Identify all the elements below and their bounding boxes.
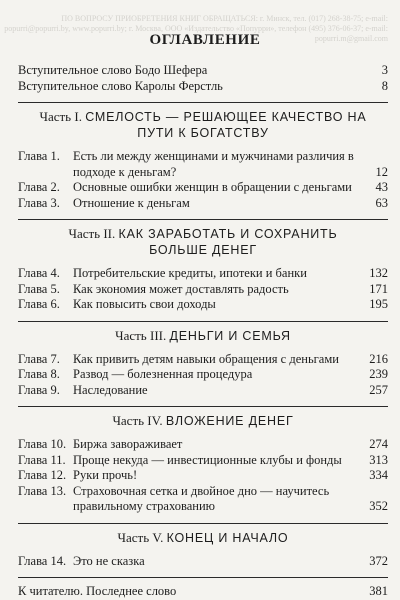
entry-page: 171 (369, 281, 388, 296)
entry-label: Как повысить свои доходы (73, 297, 216, 311)
chapter-number: Глава 13. (18, 483, 67, 498)
entry-page: 372 (369, 553, 388, 568)
divider (18, 219, 388, 220)
toc-page (18, 32, 388, 600)
divider (18, 577, 388, 578)
toc-entry-chapter-13[interactable] (18, 484, 388, 515)
chapter-number: Глава 7. (18, 351, 60, 366)
entry-label: Как привить детям навыки обращения с деньгами (73, 351, 339, 366)
toc-entry-chapter-4[interactable] (18, 266, 388, 282)
chapter-number: Глава 6. (18, 297, 60, 311)
entry-page: 12 (375, 164, 388, 179)
part-heading-1 (18, 109, 388, 141)
chapter-number: Глава 14. (18, 553, 67, 568)
entry-label: Как экономия может доставлять радость (73, 281, 289, 296)
toc-entry-chapter-9[interactable] (18, 383, 388, 399)
toc-entry-closing[interactable] (18, 584, 388, 600)
entry-label: Отношение к деньгам (73, 195, 190, 210)
part-name: КАК ЗАРАБОТАТЬ И СОХРАНИТЬ БОЛЬШЕ ДЕНЕГ (118, 227, 338, 257)
chapter-number: Глава 11. (18, 452, 66, 467)
entry-label: К читателю. Последнее слово (18, 584, 177, 598)
toc-entry-chapter-11[interactable] (18, 453, 388, 469)
part-number: Часть III. (115, 327, 167, 343)
entry-label: Проще некуда — инвестиционные клубы и фонды (73, 452, 342, 467)
chapter-number: Глава 3. (18, 195, 60, 210)
entry-label: Руки прочь! (73, 468, 138, 482)
part-name: ВЛОЖЕНИЕ ДЕНЕГ (165, 414, 294, 428)
chapter-number: Глава 2. (18, 180, 60, 194)
chapter-number: Глава 12. (18, 468, 67, 482)
entry-page: 352 (369, 499, 388, 513)
part-number: Часть IV. (112, 413, 163, 428)
entry-page: 63 (375, 195, 388, 210)
chapter-number: Глава 8. (18, 367, 60, 381)
entry-page: 274 (369, 437, 388, 451)
toc-title: ОГЛАВЛЕНИЕ (149, 32, 261, 48)
toc-entry-chapter-8[interactable] (18, 367, 388, 383)
entry-page: 132 (369, 266, 388, 280)
chapter-number: Глава 10. (18, 437, 67, 451)
divider (18, 102, 388, 103)
part-heading-4 (18, 413, 388, 429)
toc-entry-chapter-2[interactable] (18, 180, 388, 196)
toc-entry-chapter-10[interactable] (18, 437, 388, 453)
toc-entry-chapter-3[interactable] (18, 196, 388, 212)
part-heading-2 (18, 226, 388, 258)
toc-entry-chapter-5[interactable] (18, 282, 388, 298)
entry-label: Наследование (73, 382, 148, 397)
toc-entry-chapter-12[interactable] (18, 468, 388, 484)
entry-label: Вступительное слово Каролы Ферстль (18, 78, 223, 93)
entry-page: 334 (369, 468, 388, 482)
chapter-number: Глава 9. (18, 382, 60, 397)
chapter-number: Глава 5. (18, 281, 60, 296)
bleed-through-text: ПО ВОПРОСУ ПРИОБРЕТЕНИЯ КНИГ ОБРАЩАТЬСЯ: г. Минск, тел. (017) 268-38-75; e-mail: popurri@popurri.by, www.popurri.by; г. Москва, ООО «Издательство «Попурри», телефон (495) 376-06-37; e-mail: popurri.m@gmail.com (4, 14, 388, 43)
chapter-number: Глава 1. (18, 149, 60, 163)
entry-page: 43 (375, 180, 388, 194)
part-number: Часть II. (68, 226, 116, 241)
entry-page: 257 (369, 382, 388, 397)
entry-label: Есть ли между женщинами и мужчинами различия в подходе к деньгам? (73, 149, 354, 179)
part-number: Часть I. (39, 109, 82, 124)
entry-page: 216 (369, 351, 388, 366)
part-number: Часть V. (117, 529, 164, 545)
entry-label: Основные ошибки женщин в обращении с деньгами (73, 180, 352, 194)
toc-entry-chapter-1[interactable] (18, 149, 388, 180)
entry-page: 8 (381, 78, 388, 93)
divider (18, 321, 388, 322)
part-name: КОНЕЦ И НАЧАЛО (166, 530, 289, 545)
part-heading-5 (18, 530, 388, 546)
part-heading-3 (18, 328, 388, 344)
toc-entry-intro-2[interactable] (18, 79, 388, 95)
entry-page: 239 (369, 367, 388, 381)
entry-page: 381 (369, 584, 388, 598)
toc-entry-chapter-6[interactable] (18, 297, 388, 313)
toc-entry-chapter-7[interactable] (18, 352, 388, 368)
entry-label: Развод — болезненная процедура (73, 367, 253, 381)
part-name: ДЕНЬГИ И СЕМЬЯ (169, 328, 291, 343)
entry-label: Вступительное слово Бодо Шефера (18, 63, 208, 77)
entry-label: Это не сказка (73, 553, 145, 568)
toc-entry-chapter-14[interactable] (18, 554, 388, 570)
chapter-number: Глава 4. (18, 266, 60, 280)
divider (18, 523, 388, 524)
entry-label: Страховочная сетка и двойное дно — научитесь правильному страхованию (73, 483, 330, 513)
entry-label: Потребительские кредиты, ипотеки и банки (73, 266, 307, 280)
entry-page: 313 (369, 452, 388, 467)
toc-entry-intro-1[interactable] (18, 63, 388, 79)
entry-page: 195 (369, 297, 388, 311)
entry-label: Биржа завораживает (73, 437, 183, 451)
divider (18, 406, 388, 407)
entry-page: 3 (381, 63, 388, 77)
part-name: СМЕЛОСТЬ — РЕШАЮЩЕЕ КАЧЕСТВО НА ПУТИ К БОГАТСТВУ (85, 110, 367, 140)
